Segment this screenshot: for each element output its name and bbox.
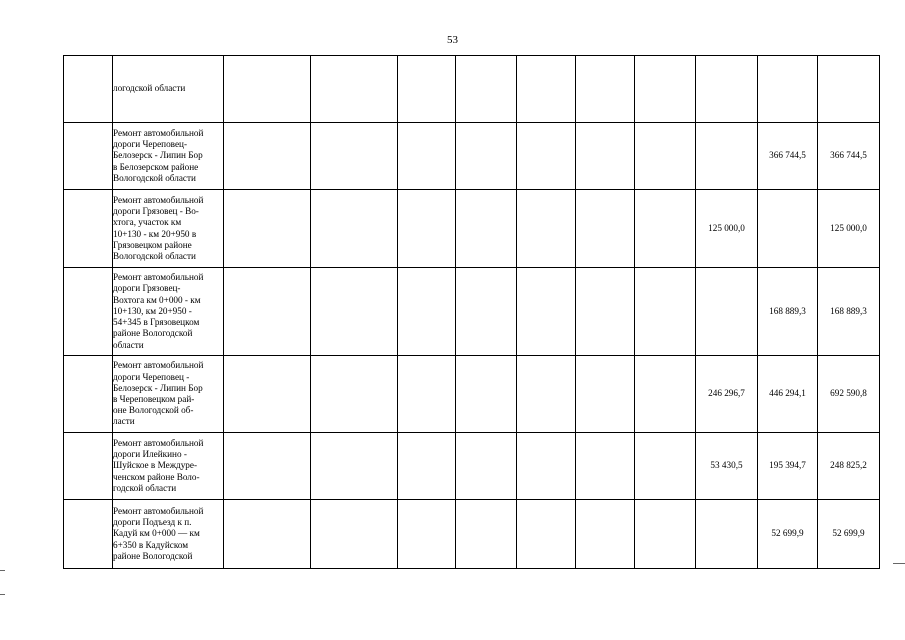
total-cell: 692 590,8: [818, 356, 880, 433]
empty-cell: [517, 356, 576, 433]
empty-cell: [398, 123, 456, 190]
empty-cell: [456, 268, 517, 356]
empty-cell: [311, 56, 398, 123]
row-index-cell: [64, 56, 113, 123]
empty-cell: [311, 268, 398, 356]
amount-cell: 195 394,7: [758, 433, 818, 500]
empty-cell: [398, 268, 456, 356]
total-cell: 125 000,0: [818, 190, 880, 268]
empty-cell: [311, 356, 398, 433]
empty-cell: [224, 268, 311, 356]
empty-cell: [635, 356, 696, 433]
empty-cell: [456, 190, 517, 268]
empty-cell: [224, 356, 311, 433]
amount-cell: 52 699,9: [758, 500, 818, 569]
description-cell: Ремонт автомобильной дороги Грязовец - Во- хтога, участок км 10+130 - км 20+950 в Грязовецком районе Вологодской области: [113, 190, 224, 268]
table-row: [64, 56, 880, 123]
empty-cell: [576, 500, 635, 569]
amount-cell: [696, 268, 758, 356]
empty-cell: [456, 56, 517, 123]
row-index-cell: [64, 123, 113, 190]
description-cell: Ремонт автомобильной дороги Подъезд к п. Кадуй км 0+000 — км 6+350 в Кадуйском районе Вологодской: [113, 500, 224, 569]
empty-cell: [224, 123, 311, 190]
amount-cell: [696, 500, 758, 569]
scan-edge-mark: [0, 594, 5, 595]
empty-cell: [635, 190, 696, 268]
amount-cell: 366 744,5: [758, 123, 818, 190]
empty-cell: [456, 123, 517, 190]
empty-cell: [517, 268, 576, 356]
description-cell: Ремонт автомобильной дороги Илейкино - Шуйское в Междуре- ченском районе Воло- годской области: [113, 433, 224, 500]
empty-cell: [398, 500, 456, 569]
description-cell: логодской области: [113, 56, 224, 123]
empty-cell: [456, 356, 517, 433]
table-row: [64, 123, 880, 190]
empty-cell: [576, 56, 635, 123]
empty-cell: [224, 433, 311, 500]
total-cell: 248 825,2: [818, 433, 880, 500]
table-row: [64, 268, 880, 356]
total-cell: 366 744,5: [818, 123, 880, 190]
total-cell: [818, 56, 880, 123]
amount-cell: 446 294,1: [758, 356, 818, 433]
empty-cell: [224, 500, 311, 569]
empty-cell: [311, 433, 398, 500]
empty-cell: [576, 190, 635, 268]
table-row: [64, 190, 880, 268]
row-index-cell: [64, 433, 113, 500]
empty-cell: [398, 190, 456, 268]
description-cell: Ремонт автомобильной дороги Череповец - Белозерск - Липин Бор в Череповецком рай- оне Вологодской об- ласти: [113, 356, 224, 433]
empty-cell: [576, 123, 635, 190]
empty-cell: [576, 268, 635, 356]
amount-cell: 168 889,3: [758, 268, 818, 356]
row-index-cell: [64, 356, 113, 433]
description-cell: Ремонт автомобильной дороги Грязовец- Вохтога км 0+000 - км 10+130, км 20+950 - 54+345 в Грязовецком районе Вологодской области: [113, 268, 224, 356]
total-cell: 52 699,9: [818, 500, 880, 569]
description-cell: Ремонт автомобильной дороги Череповец- Белозерск - Липин Бор в Белозерском районе Вологодской области: [113, 123, 224, 190]
empty-cell: [456, 500, 517, 569]
empty-cell: [576, 356, 635, 433]
table-row: [64, 500, 880, 569]
empty-cell: [311, 190, 398, 268]
amount-cell: [758, 56, 818, 123]
empty-cell: [224, 190, 311, 268]
budget-table: [63, 55, 880, 569]
empty-cell: [635, 268, 696, 356]
empty-cell: [311, 500, 398, 569]
empty-cell: [398, 356, 456, 433]
scan-edge-mark: [0, 570, 5, 571]
row-index-cell: [64, 500, 113, 569]
empty-cell: [398, 433, 456, 500]
total-cell: 168 889,3: [818, 268, 880, 356]
amount-cell: [696, 123, 758, 190]
amount-cell: 53 430,5: [696, 433, 758, 500]
amount-cell: [758, 190, 818, 268]
table-row: [64, 433, 880, 500]
amount-cell: 125 000,0: [696, 190, 758, 268]
amount-cell: 246 296,7: [696, 356, 758, 433]
empty-cell: [576, 433, 635, 500]
amount-cell: [696, 56, 758, 123]
empty-cell: [517, 433, 576, 500]
empty-cell: [517, 500, 576, 569]
page-number: 53: [447, 34, 458, 46]
scan-edge-mark: [893, 563, 905, 564]
empty-cell: [635, 500, 696, 569]
empty-cell: [517, 56, 576, 123]
empty-cell: [517, 123, 576, 190]
empty-cell: [224, 56, 311, 123]
empty-cell: [311, 123, 398, 190]
empty-cell: [456, 433, 517, 500]
row-index-cell: [64, 190, 113, 268]
empty-cell: [635, 433, 696, 500]
empty-cell: [398, 56, 456, 123]
empty-cell: [635, 56, 696, 123]
empty-cell: [517, 190, 576, 268]
row-index-cell: [64, 268, 113, 356]
empty-cell: [635, 123, 696, 190]
table-row: [64, 356, 880, 433]
